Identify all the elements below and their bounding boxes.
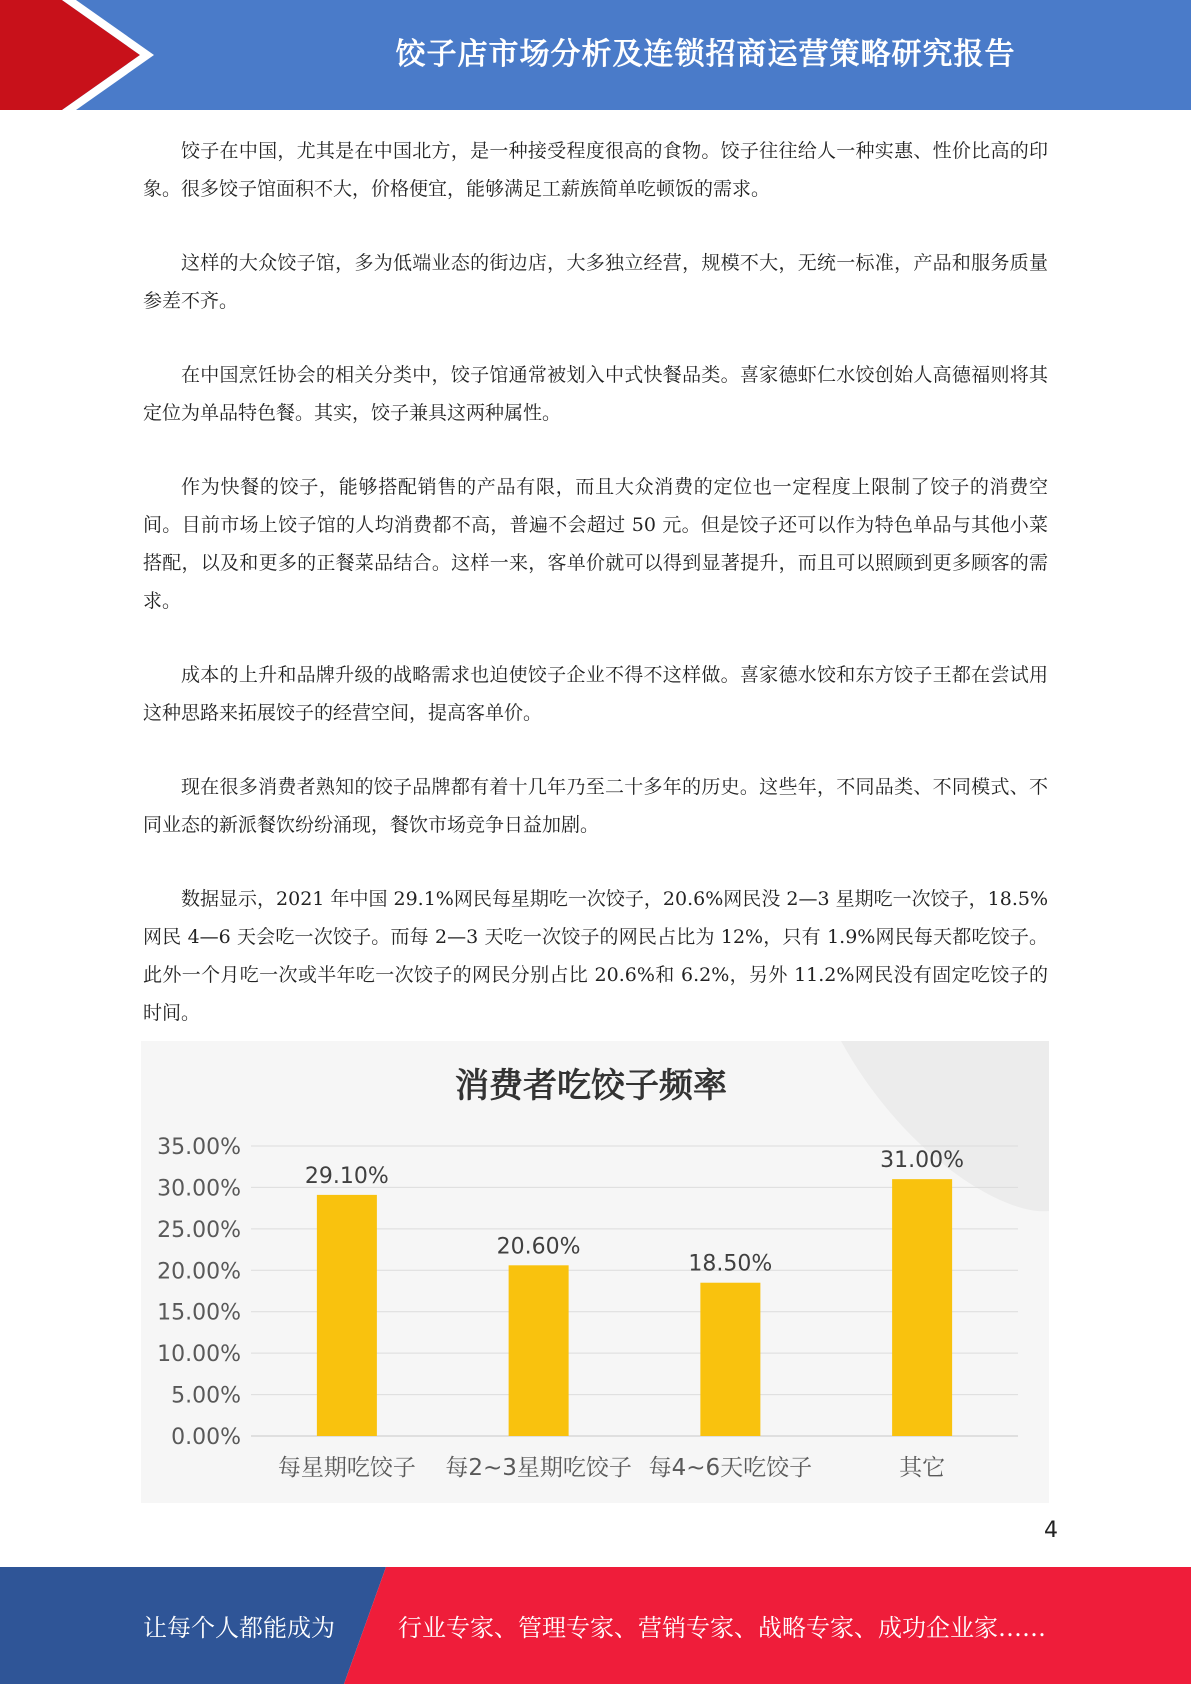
y-tick-label: 0.00%	[171, 1425, 241, 1450]
bar	[317, 1195, 377, 1436]
paragraph-7: 数据显示，2021 年中国 29.1%网民每星期吃一次饺子，20.6%网民没 2—3 星期吃一次饺子，18.5%网民 4—6 天会吃一次饺子。而每 2—3 天吃一次饺子的网民占比为 12%，只有 1.9%网民每天都吃饺子。此外一个月吃一次或半年吃一次饺子的网民分别占比 20.6%和 6.2%，另外 11.2%网民没有固定吃饺子的时间。	[143, 888, 1048, 1024]
y-tick-label: 25.00%	[157, 1217, 241, 1243]
bar	[700, 1283, 760, 1436]
page-header	[0, 0, 1191, 110]
data-label: 31.00%	[880, 1148, 965, 1174]
footer-slogan-left: 让每个人都能成为	[143, 1614, 335, 1642]
paragraph-1: 饺子在中国，尤其是在中国北方，是一种接受程度很高的食物。饺子往往给人一种实惠、性价比高的印象。很多饺子馆面积不大，价格便宜，能够满足工薪族简单吃顿饭的需求。	[143, 140, 1048, 200]
chart-title: 消费者吃饺子频率	[455, 1066, 727, 1106]
bar-chart-svg	[141, 1041, 1049, 1503]
paragraph-5: 成本的上升和品牌升级的战略需求也迫使饺子企业不得不这样做。喜家德水饺和东方饺子王都在尝试用这种思路来拓展饺子的经营空间，提高客单价。	[143, 664, 1048, 724]
report-title: 饺子店市场分析及连锁招商运营策略研究报告	[395, 37, 1016, 72]
x-tick-label: 每2~3星期吃饺子	[445, 1455, 632, 1481]
x-tick-label: 每星期吃饺子	[277, 1455, 416, 1481]
paragraph-2: 这样的大众饺子馆，多为低端业态的街边店，大多独立经营，规模不大，无统一标准，产品和服务质量参差不齐。	[143, 252, 1048, 312]
data-label: 29.10%	[304, 1163, 389, 1189]
page-footer	[0, 1567, 1191, 1684]
y-tick-label: 35.00%	[157, 1135, 241, 1160]
footer-slogan-right: 行业专家、管理专家、营销专家、战略专家、成功企业家……	[398, 1614, 1046, 1642]
article-body	[143, 132, 1048, 1068]
header-arrow-decoration	[0, 0, 240, 110]
bar	[509, 1265, 569, 1436]
x-tick-label: 其它	[899, 1455, 946, 1481]
y-tick-label: 5.00%	[171, 1383, 241, 1409]
paragraph-6: 现在很多消费者熟知的饺子品牌都有着十几年乃至二十多年的历史。这些年，不同品类、不同模式、不同业态的新派餐饮纷纷涌现，餐饮市场竞争日益加剧。	[143, 776, 1048, 836]
paragraph-4: 作为快餐的饺子，能够搭配销售的产品有限，而且大众消费的定位也一定程度上限制了饺子的消费空间。目前市场上饺子馆的人均消费都不高，普遍不会超过 50 元。但是饺子还可以作为特色单品与其他小菜搭配，以及和更多的正餐菜品结合。这样一来，客单价就可以得到显著提升，而且可以照顾到更多顾客的需求。	[143, 476, 1048, 612]
paragraph-3: 在中国烹饪协会的相关分类中，饺子馆通常被划入中式快餐品类。喜家德虾仁水饺创始人高德福则将其定位为单品特色餐。其实，饺子兼具这两种属性。	[143, 364, 1048, 424]
y-tick-label: 15.00%	[157, 1300, 241, 1326]
page-number: 4	[1044, 1518, 1058, 1543]
y-tick-label: 20.00%	[157, 1259, 241, 1285]
bar	[892, 1179, 952, 1436]
frequency-chart	[141, 1041, 1049, 1503]
data-label: 20.60%	[496, 1234, 581, 1260]
data-label: 18.50%	[688, 1251, 773, 1277]
y-tick-label: 30.00%	[157, 1176, 241, 1202]
x-tick-label: 每4~6天吃饺子	[648, 1455, 813, 1481]
y-tick-label: 10.00%	[157, 1342, 241, 1368]
